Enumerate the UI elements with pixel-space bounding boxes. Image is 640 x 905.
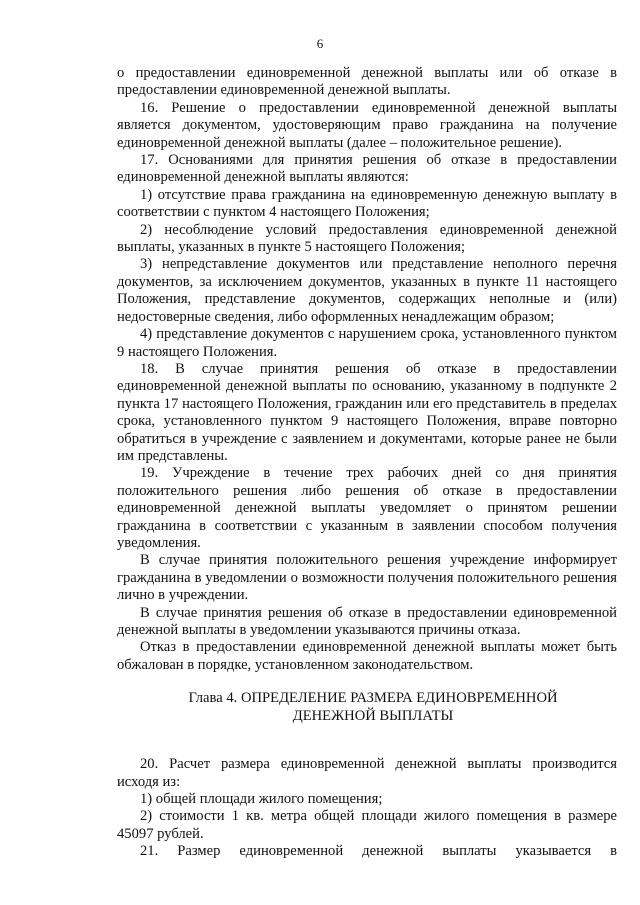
paragraph: В случае принятия положительного решения учреждение информирует гражданина в уведомлении о возможности получения положительного решения лично в учреждении.: [117, 552, 617, 604]
paragraph: Отказ в предоставлении единовременной денежной выплаты может быть обжалован в порядке, установленном законодательством.: [117, 639, 617, 673]
paragraph: 18. В случае принятия решения об отказе в предоставлении единовременной денежной выплаты по основанию, указанному в подпункте 2 пункта 17 настоящего Положения, гражданин или его представитель в пределах срока, установленного пунктом 9 настоящего Положения, вправе повторно обратиться в учреждение с заявлением и документами, которые ранее не были им представлены.: [117, 360, 617, 464]
paragraph: 19. Учреждение в течение трех рабочих дней со дня принятия положительного решения либо решения об отказе в предоставлении единовременной денежной выплаты уведомляет о принятом решении гражданина в соответствии с указанным в заявлении способом получения уведомления.: [117, 465, 617, 551]
paragraph: 16. Решение о предоставлении единовременной денежной выплаты является документом, удостоверяющим право гражданина на получение единовременной денежной выплаты (далее – положительное решение).: [117, 99, 617, 151]
paragraph: В случае принятия решения об отказе в предоставлении единовременной денежной выплаты в уведомлении указываются причины отказа.: [117, 604, 617, 638]
list-item: 4) представление документов с нарушением срока, установленного пунктом 9 настоящего Положения.: [117, 326, 617, 360]
paragraph: о предоставлении единовременной денежной выплаты или об отказе в предоставлении единовременной денежной выплаты.: [117, 65, 617, 99]
chapter-heading: [117, 689, 617, 725]
list-item: 2) стоимости 1 кв. метра общей площади жилого помещения в размере 45097 рублей.: [117, 808, 617, 842]
page-number: 6: [316, 36, 324, 51]
list-item: 1) общей площади жилого помещения;: [140, 791, 383, 808]
list-item: 2) несоблюдение условий предоставления единовременной денежной выплаты, указанных в пункте 5 настоящего Положения;: [117, 221, 617, 256]
chapter-heading-line: Глава 4. ОПРЕДЕЛЕНИЕ РАЗМЕРА ЕДИНОВРЕМЕННОЙ: [188, 690, 558, 707]
document-body: [117, 65, 617, 861]
paragraph: 17. Основаниями для принятия решения об отказе в предоставлении единовременной денежной выплаты являются:: [117, 152, 617, 186]
paragraph: 20. Расчет размера единовременной денежной выплаты производится исходя из:: [117, 756, 617, 790]
list-item: 1) отсутствие права гражданина на единовременную денежную выплату в соответствии с пунктом 4 настоящего Положения;: [117, 186, 617, 221]
list-item: 3) непредставление документов или представление неполного перечня документов, за исключением документов, указанных в пункте 11 настоящего Положения, представление документов, содержащих неполные и (или) недостоверные сведения, либо оформленных ненадлежащим образом;: [117, 256, 617, 325]
paragraph: 21. Размер единовременной денежной выплаты указывается в: [140, 843, 617, 860]
chapter-heading-line: ДЕНЕЖНОЙ ВЫПЛАТЫ: [292, 708, 454, 725]
